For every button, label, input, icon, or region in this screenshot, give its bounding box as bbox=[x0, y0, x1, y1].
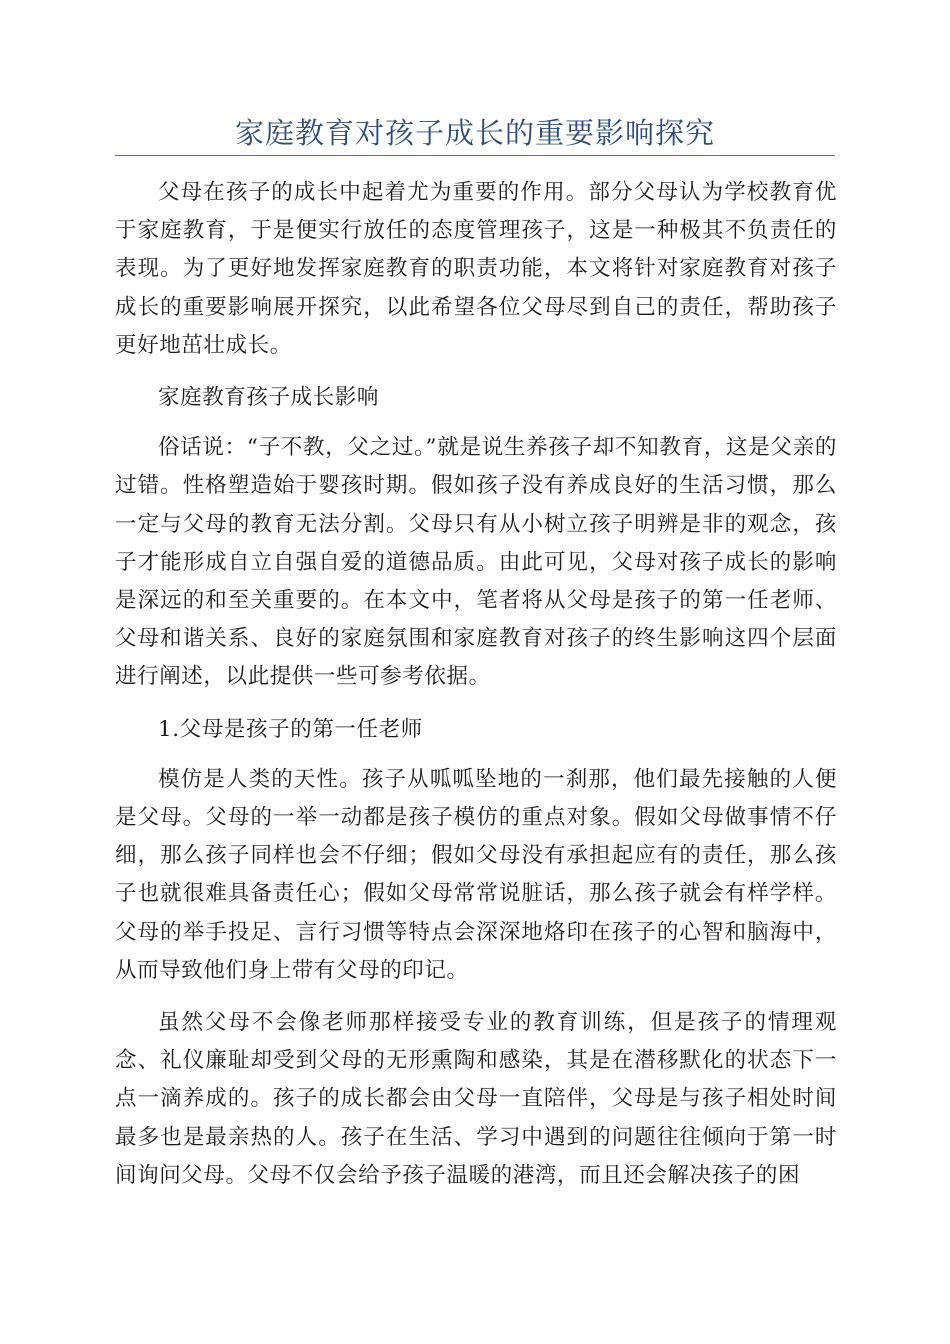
title-underline bbox=[115, 155, 835, 156]
paragraph-influence: 虽然父母不会像老师那样接受专业的教育训练，但是孩子的情理观念、礼仪廉耻却受到父母的无形熏陶和感染，其是在潜移默化的状态下一点一滴养成的。孩子的成长都会由父母一直陪伴，父母是与孩子相处时间最多也是最亲热的人。孩子在生活、学习中遇到的问题往往倾向于第一时间询问父母。父母不仅会给予孩子温暖的港湾，而且还会解决孩子的困 bbox=[115, 1010, 837, 1188]
paragraph-overview: 俗话说：“子不教，父之过。”就是说生养孩子却不知教育，这是父亲的过错。性格塑造始于婴孩时期。假如孩子没有养成良好的生活习惯，那么一定与父母的教育无法分割。父母只有从小树立孩子明辨是非的观念，孩子才能形成自立自强自爱的道德品质。由此可见，父母对孩子成长的影响是深远的和至关重要的。在本文中，笔者将从父母是孩子的第一任老师、父母和谐关系、良好的家庭氛围和家庭教育对孩子的终生影响这四个层面进行阐述，以此提供一些可参考依据。 bbox=[115, 435, 837, 690]
document-title: 家庭教育对孩子成长的重要影响探究 bbox=[234, 116, 715, 150]
section-heading-first-teacher: 1.父母是孩子的第一任老师 bbox=[158, 716, 423, 742]
document-body bbox=[115, 174, 837, 1209]
paragraph-imitation: 模仿是人类的天性。孩子从呱呱坠地的一刹那，他们最先接触的人便是父母。父母的一举一动都是孩子模仿的重点对象。假如父母做事情不仔细，那么孩子同样也会不仔细；假如父母没有承担起应有的责任，那么孩子也就很难具备责任心；假如父母常常说脏话，那么孩子就会有样学样。父母的举手投足、言行习惯等特点会深深地烙印在孩子的心智和脑海中，从而导致他们身上带有父母的印记。 bbox=[115, 766, 837, 983]
paragraph-intro: 父母在孩子的成长中起着尤为重要的作用。部分父母认为学校教育优于家庭教育，于是便实行放任的态度管理孩子，这是一种极其不负责任的表现。为了更好地发挥家庭教育的职责功能，本文将针对家庭教育对孩子成长的重要影响展开探究，以此希望各位父母尽到自己的责任，帮助孩子更好地茁壮成长。 bbox=[115, 180, 837, 358]
keywords-line: 家庭教育孩子成长影响 bbox=[158, 385, 380, 411]
